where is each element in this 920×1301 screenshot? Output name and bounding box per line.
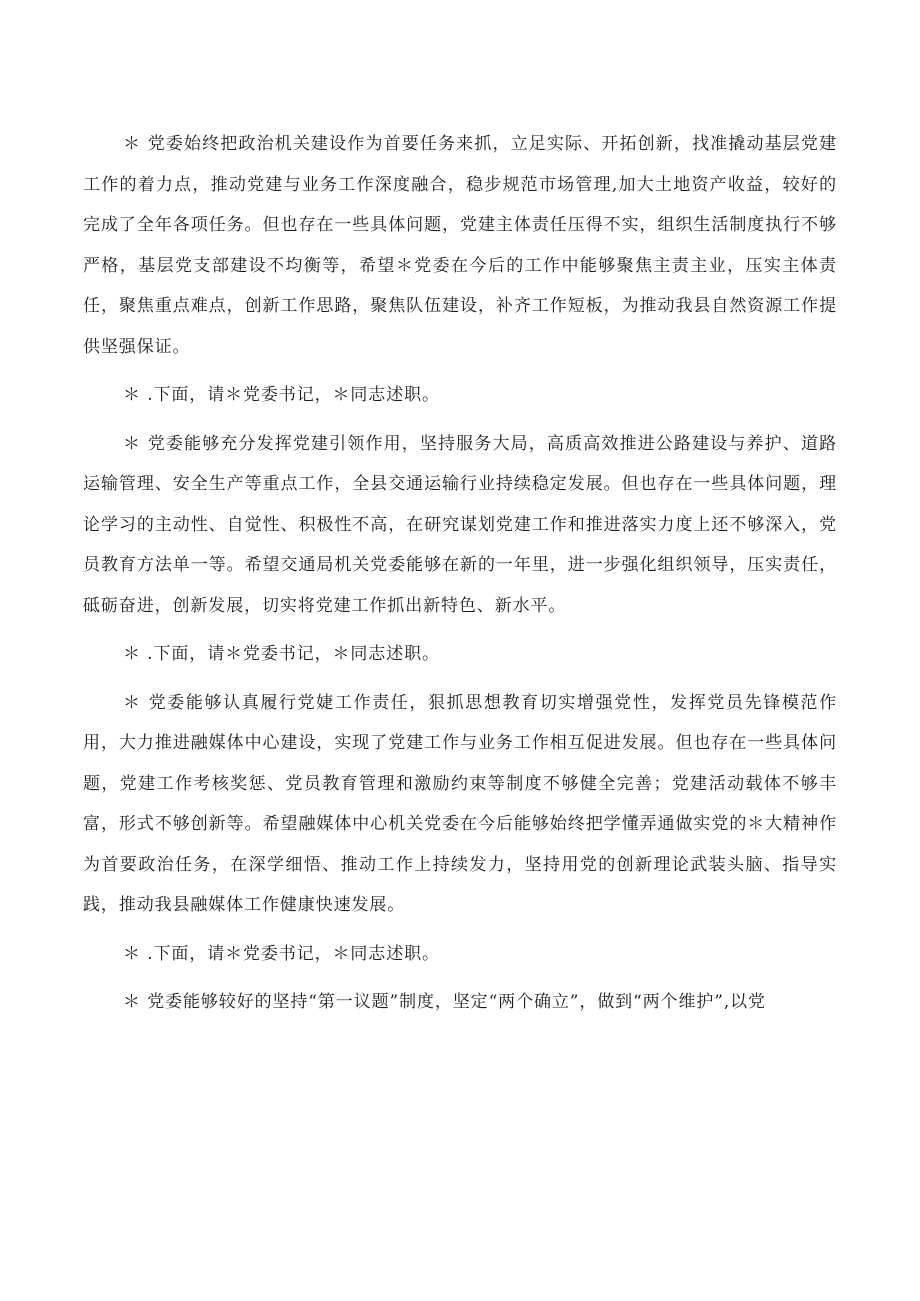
paragraph-6: ＊ .下面，请＊党委书记，＊同志述职。: [123, 943, 440, 964]
paragraph-5: ＊ 党委能够认真履行党婕工作责任，狠抓思想教育切实增强党性，发挥党员先锋模范作用，大力推进融媒体中心建设，实现了党建工作与业务工作相互促进发展。但也存在一些具体问题，党建工作考核奖惩、党员教育管理和激励约束等制度不够健全完善；党建活动载体不够丰富，形式不够创新等。希望融媒体中心机关党委在今后能够始终把学懂弄通做实党的＊大精神作为首要政治任务，在深学细悟、推动工作上持续发力，坚持用党的创新理论武装头脑、指导实践，推动我县融媒体工作健康快速发展。: [83, 692, 837, 915]
paragraph-7: ＊ 党委能够较好的坚持“第一议题”制度，坚定“两个确立”，做到“两个维护”,以党: [123, 992, 766, 1012]
paragraph-2: ＊ .下面，请＊党委书记，＊同志述职。: [123, 385, 440, 405]
paragraph-3: ＊ 党委能够充分发挥党建引领作用，坚持服务大局，高质高效推进公路建设与养护、道路运输管理、安全生产等重点工作，全县交通运输行业持续稳定发展。但也存在一些具体问题，理论学习的主动性、自觉性、积极性不高，在研究谋划党建工作和推进落实力度上还不够深入，党员教育方法单一等。希望交通局机关党委能够在新的一年里，进一步强化组织领导，压实责任，砥砺奋进，创新发展，切实将党建工作抓出新特色、新水平。: [83, 433, 837, 616]
paragraph-4: ＊ .下面，请＊党委书记，＊同志述职。: [123, 644, 440, 664]
paragraph-1: ＊ 党委始终把政治机关建设作为首要任务来抓，立足实际、开拓创新，找准撬动基层党建工作的着力点，推动党建与业务工作深度融合，稳步规范市场管理,加大土地资产收益，较好的完成了全年各项任务。但也存在一些具体问题，党建主体责任压得不实，组织生活制度执行不够严格，基层党支部建设不均衡等，希望＊党委在今后的工作中能够聚焦主责主业，压实主体责任，聚焦重点难点，创新工作思路，聚焦队伍建设，补齐工作短板，为推动我县自然资源工作提供坚强保证。: [83, 134, 837, 357]
document-body: [83, 124, 837, 1031]
